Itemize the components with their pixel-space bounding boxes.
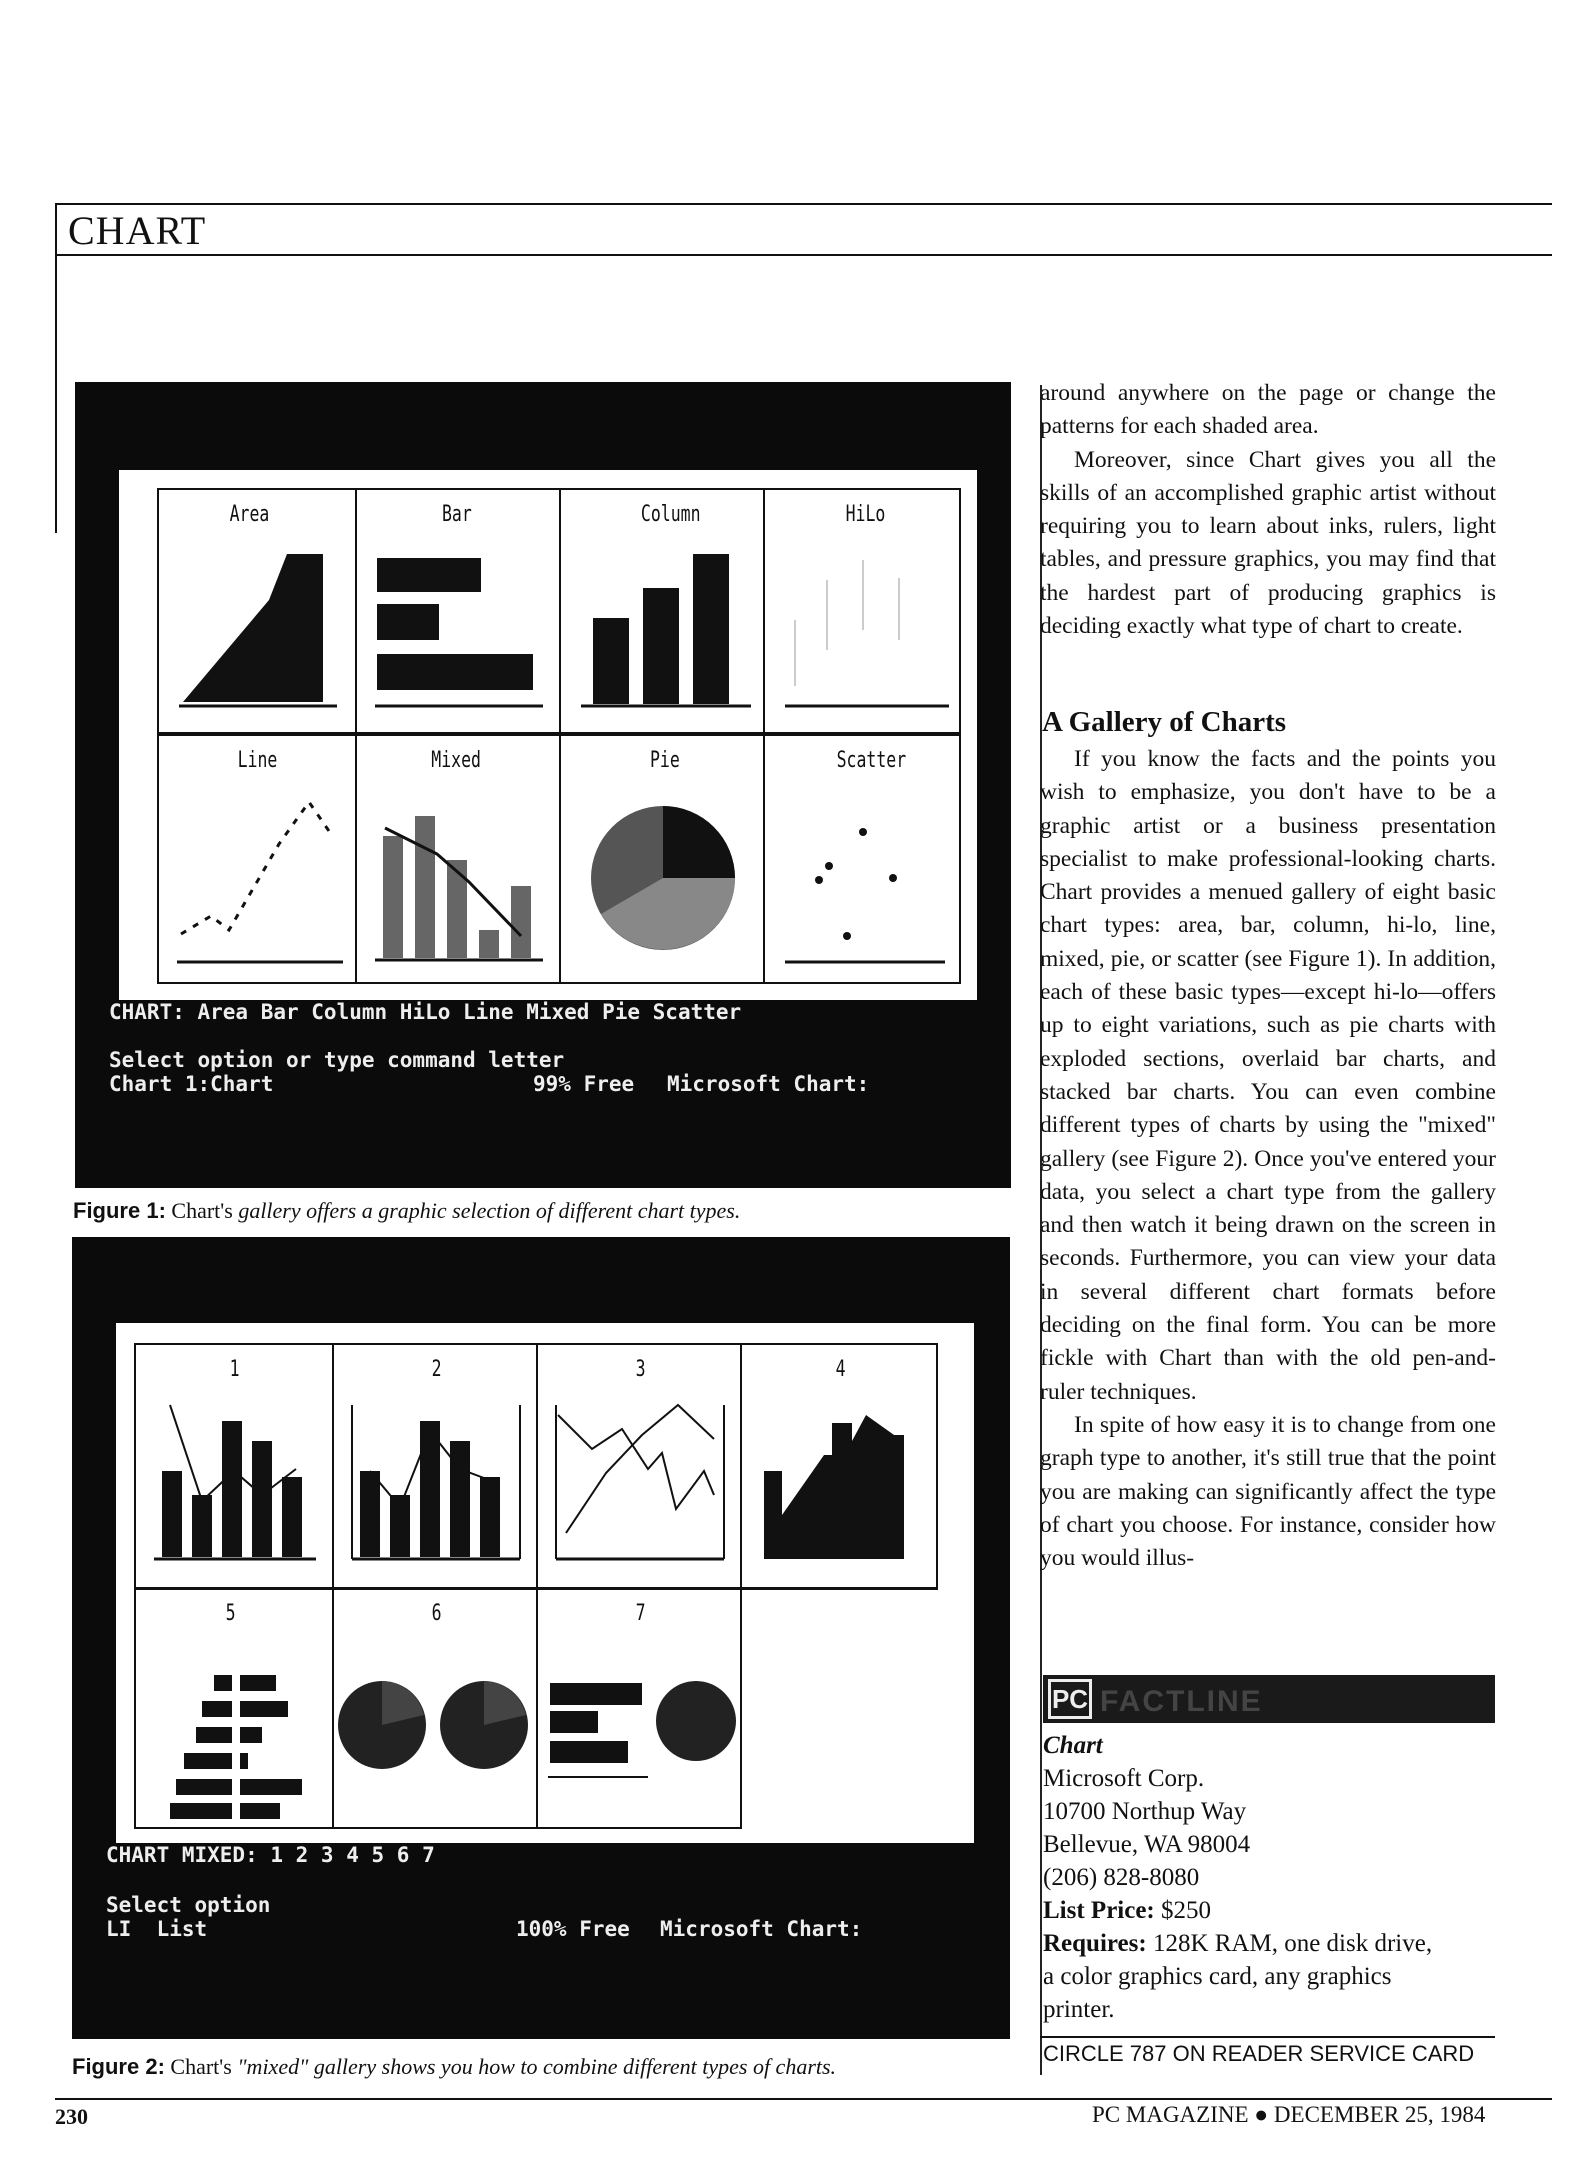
gallery-cell-column[interactable] [559,488,765,734]
area-chart-thumbnail [159,490,359,736]
article-intro [1040,377,1496,677]
pc-logo: PC [1048,1679,1092,1719]
cell-label: Pie [649,748,680,773]
figure2-menu-line: CHART MIXED: 1 2 3 4 5 6 7 [106,1843,435,1867]
cell-label: 6 [431,1601,442,1626]
paragraph: In spite of how easy it is to change from one graph type to another, it's still true that the point you are making can significantly affect the type of chart you choose. For instance, consider how you would illus- [1040,1411,1496,1572]
mixed-cell-4[interactable] [740,1343,938,1589]
cell-baseline [536,1827,742,1829]
line-chart-thumbnail [159,736,359,986]
factline-requires [1043,1927,1432,1960]
mixed-variation-thumbnail [538,1589,744,1831]
factline-price [1043,1894,1211,1927]
cell-label: Column [640,502,701,527]
factline-title: FACTLINE [1100,1685,1263,1718]
scatter-chart-thumbnail [765,736,963,986]
figure2-prompt-line: Select option [106,1893,271,1917]
price-label: List Price: [1043,1897,1155,1924]
figure1-gallery-panel [119,470,977,1000]
mixed-variation-thumbnail [538,1345,744,1591]
page-number: 230 [55,2104,88,2129]
caption-label: Figure 2: [72,2054,165,2079]
paragraph: around anywhere on the page or change the patterns for each shaded area. [1040,380,1496,440]
caption-text: "mixed" gallery shows you how to combine different types of charts. [237,2054,837,2079]
gallery-cell-bar[interactable] [355,488,561,734]
mixed-cell-3[interactable] [536,1343,742,1589]
footer-rule [55,2098,1552,2100]
factline-product: Chart [1043,1732,1103,1759]
article-gallery [1040,743,1496,1653]
figure2-gallery-panel [116,1323,974,1843]
figure2-status-free: 100% Free [516,1917,630,1941]
factline-address-1: 10700 Northup Way [1043,1798,1247,1825]
caption-label: Figure 1: [73,1198,166,1223]
magazine-footer: PC MAGAZINE ● DECEMBER 25, 1984 [1092,2102,1486,2127]
mixed-variation-thumbnail [136,1589,336,1831]
mixed-variation-thumbnail [334,1345,540,1591]
figure1-prompt-line: Select option or type command letter [109,1048,565,1072]
header-side-rule [55,203,57,533]
figure1-menu-line: CHART: Area Bar Column HiLo Line Mixed Pie Scatter [109,1000,742,1024]
mixed-variation-thumbnail [136,1345,336,1591]
reader-service-card: CIRCLE 787 ON READER SERVICE CARD [1043,2041,1475,2066]
paragraph: Moreover, since Chart gives you all the skills of an accomplished graphic artist without requiring you to learn about inks, rulers, light tables, and pressure graphics, you may find that the hardest part of producing graphics is deciding exactly what type of chart to create. [1040,446,1496,640]
header-rule [55,203,1552,205]
figure2-caption [72,2054,836,2080]
header-bottom-rule [55,254,1552,256]
figure1-status-app: Microsoft Chart: [667,1072,870,1096]
paragraph: If you know the facts and the points you wish to emphasize, you don't have to be a graphic artist or a business presentation specialist to make professional-looking charts. Chart provides a menued gallery of eight basic chart types: area, bar, column, hi-lo, line, mixed, pie, or scatter (see Figure 1). In addition, each of these basic types—except hi-lo—offers up to eight variations, such as pie charts with exploded sections, overlaid bar charts, and stacked bar charts. You can even combine different types of charts by using the "mixed" gallery (see Figure 2). Once you've entered your data, you select a chart type from the gallery and then watch it being drawn on the screen in seconds. Furthermore, you can view your data in several different chart formats before deciding on the final form. You can be more fickle with Chart than with the old pen-and-ruler techniques. [1040,746,1496,1405]
mixed-variation-thumbnail [334,1589,540,1831]
section-heading: A Gallery of Charts [1042,706,1287,738]
pie-chart-thumbnail [561,736,767,986]
mixed-variation-thumbnail [742,1345,940,1591]
cell-label: 2 [431,1357,442,1382]
factline-phone: (206) 828-8080 [1043,1864,1200,1891]
cell-label: Scatter [836,748,907,773]
cell-label: 1 [229,1357,240,1382]
figure2-status-app: Microsoft Chart: [660,1917,863,1941]
figure1-status-left: Chart 1:Chart [109,1072,274,1096]
cell-label: Bar [441,502,472,527]
gallery-cell-hilo[interactable] [763,488,961,734]
cell-label: 5 [225,1601,236,1626]
service-rule [1040,2036,1495,2038]
factline-address-2: Bellevue, WA 98004 [1043,1831,1251,1858]
hilo-chart-thumbnail [765,490,963,736]
mixed-cell-7[interactable] [536,1587,742,1829]
cell-label: Mixed [431,748,481,773]
column-chart-thumbnail [561,490,767,736]
factline-company: Microsoft Corp. [1043,1765,1205,1792]
cell-label: 7 [635,1601,646,1626]
caption-name: Chart's [171,1198,233,1223]
factline-requires-cont: a color graphics card, any graphics [1043,1963,1392,1990]
cell-label: 3 [635,1357,646,1382]
figure2-status-left: LI List [106,1917,208,1941]
price-value: $250 [1161,1897,1212,1924]
figure1-status-free: 99% Free [533,1072,635,1096]
requires-value: 128K RAM, one disk drive, [1152,1930,1433,1957]
figure1-screen [75,382,1011,1188]
requires-label: Requires: [1043,1930,1147,1957]
mixed-cell-2[interactable] [332,1343,538,1589]
cell-label: Line [237,748,278,773]
figure1-caption [73,1198,740,1224]
mixed-cell-1[interactable] [134,1343,334,1589]
cell-label: Area [229,502,270,527]
gallery-cell-area[interactable] [157,488,357,734]
factline-requires-cont: printer. [1043,1996,1115,2023]
bar-chart-thumbnail [357,490,563,736]
cell-label: 4 [835,1357,846,1382]
mixed-cell-5[interactable] [134,1587,334,1829]
mixed-cell-6[interactable] [332,1587,538,1829]
figure2-screen [72,1237,1010,2039]
gallery-cell-scatter[interactable] [763,734,961,984]
section-title: CHART [68,208,207,253]
cell-label: HiLo [845,502,886,527]
gallery-cell-line[interactable] [157,734,357,984]
caption-text: gallery offers a graphic selection of different chart types. [238,1198,741,1223]
caption-name: Chart's [170,2054,232,2079]
gallery-cell-mixed[interactable] [355,734,561,984]
gallery-cell-pie[interactable] [559,734,765,984]
mixed-chart-thumbnail [357,736,563,986]
